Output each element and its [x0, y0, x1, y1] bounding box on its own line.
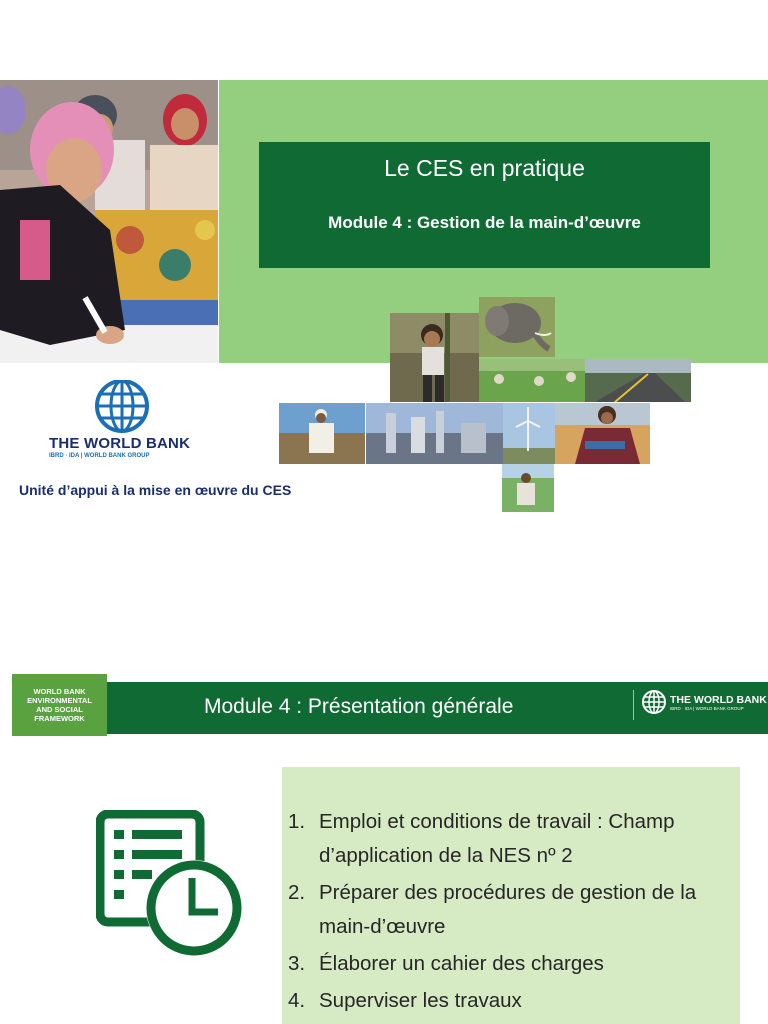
slide-title: Module 4 : Présentation générale — [204, 695, 514, 718]
title-box — [259, 142, 710, 268]
title-slide — [0, 80, 768, 520]
agenda-item — [288, 984, 728, 1018]
overview-slide — [0, 672, 768, 1024]
agenda-item-number: 4. — [288, 989, 306, 1012]
photo-farmer — [502, 464, 554, 512]
module-subtitle: Module 4 : Gestion de la main-d’œuvre — [328, 213, 641, 232]
framework-badge-line: AND SOCIAL — [36, 705, 83, 714]
photo-seated-man — [279, 403, 365, 464]
header-divider — [633, 690, 634, 720]
photo-elephant — [479, 297, 555, 357]
world-bank-name: THE WORLD BANK — [49, 435, 191, 452]
photo-power-plant — [366, 403, 503, 464]
agenda-item — [288, 876, 728, 944]
photo-girl — [390, 313, 479, 402]
agenda-item — [288, 805, 728, 873]
agenda-item-number: 3. — [288, 952, 306, 975]
agenda-item-text: Élaborer un cahier des charges — [319, 952, 604, 975]
presentation-title: Le CES en pratique — [384, 155, 585, 181]
framework-badge-line: ENVIRONMENTAL — [27, 696, 92, 705]
agenda-item — [288, 947, 728, 981]
unit-text: Unité d’appui à la mise en œuvre du CES — [19, 482, 292, 498]
photo-wind-turbines — [503, 403, 555, 464]
agenda-item-number: 2. — [288, 881, 306, 904]
photo-highway — [585, 359, 691, 402]
agenda-item-text: Emploi et conditions de travail : Champ d’application de la NES nº 2 — [319, 810, 675, 867]
header-logo-name: THE WORLD BANK — [670, 694, 767, 706]
photo-field-workers — [479, 359, 591, 402]
agenda-item-text: Superviser les travaux — [319, 989, 522, 1012]
world-bank-tagline: IBRD · IDA | WORLD BANK GROUP — [49, 453, 150, 459]
agenda-list — [288, 805, 728, 1021]
framework-badge-line: FRAMEWORK — [34, 714, 85, 723]
agenda-item-number: 1. — [288, 810, 306, 833]
framework-badge — [12, 674, 107, 736]
agenda-panel — [282, 767, 740, 1024]
photo-woman-shawl — [555, 403, 650, 464]
agenda-item-text: Préparer des procédures de gestion de la main-d’œuvre — [319, 881, 697, 938]
framework-badge-line: WORLD BANK — [33, 687, 86, 696]
hero-photo-women-drawing — [0, 80, 218, 363]
checklist-clock-icon — [96, 810, 246, 960]
header-logo-tagline: IBRD · IDA | WORLD BANK GROUP — [670, 706, 744, 711]
